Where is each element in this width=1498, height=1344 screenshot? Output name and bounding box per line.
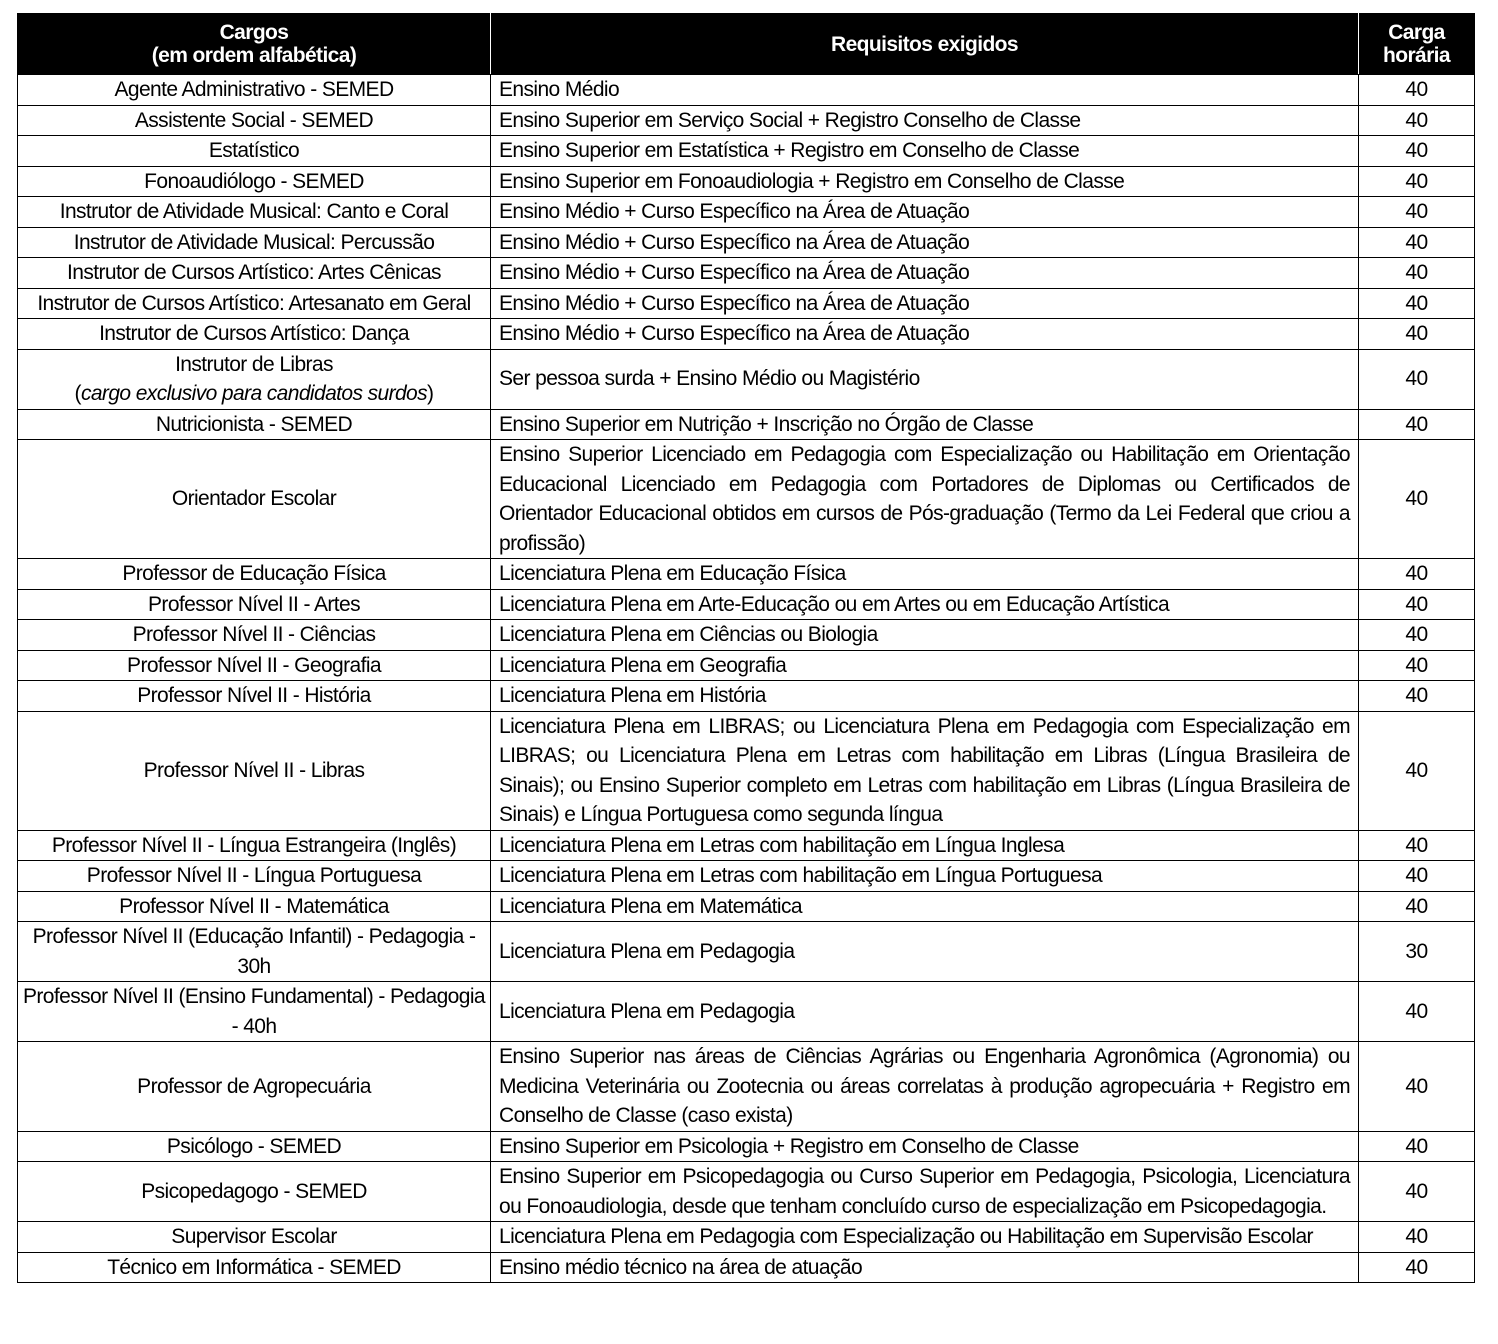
cargo-name: Professor Nível II - Geografia <box>127 653 381 677</box>
cell-carga-horaria: 40 <box>1359 830 1475 861</box>
cell-carga-horaria: 40 <box>1359 349 1475 409</box>
table-row <box>18 922 1475 982</box>
table-row <box>18 830 1475 861</box>
cell-cargo <box>18 830 491 861</box>
cargo-name: Técnico em Informática - SEMED <box>107 1255 401 1279</box>
header-cargos <box>18 14 491 75</box>
cell-requisitos: Ensino Médio + Curso Específico na Área de Atuação <box>491 288 1359 319</box>
cargo-name: Instrutor de Libras <box>175 352 333 376</box>
table-row <box>18 258 1475 289</box>
header-cargos-line1: Cargos <box>219 21 289 44</box>
table-row <box>18 349 1475 409</box>
cell-carga-horaria: 40 <box>1359 589 1475 620</box>
cell-cargo <box>18 409 491 440</box>
cell-carga-horaria: 40 <box>1359 319 1475 350</box>
table-row <box>18 1162 1475 1222</box>
cargo-name: Professor Nível II (Educação Infantil) - Pedagogia - 30h <box>32 925 476 978</box>
cell-cargo <box>18 440 491 559</box>
cell-cargo <box>18 891 491 922</box>
cell-requisitos: Ensino Superior em Fonoaudiologia + Registro em Conselho de Classe <box>491 166 1359 197</box>
cargo-name: Estatístico <box>208 139 300 162</box>
table-row <box>18 105 1475 136</box>
cell-requisitos: Licenciatura Plena em LIBRAS; ou Licenciatura Plena em Pedagogia com Especialização em LIBRAS; ou Licenciatura Plena em Letras com habilitação em Libras (Língua Brasileira de Sinais); ou Ensino Superior completo em Letras com habilitação em Libras (Língua Brasileira de Sinais) e Língua Portuguesa como segunda língua <box>491 711 1359 830</box>
cell-cargo <box>18 166 491 197</box>
cargo-name: Instrutor de Atividade Musical: Canto e Coral <box>59 200 449 223</box>
cargo-name: Supervisor Escolar <box>171 1225 337 1248</box>
document-page <box>17 13 1474 1283</box>
cargo-name: Professor Nível II - História <box>137 684 371 707</box>
cell-cargo <box>18 982 491 1042</box>
cargo-name: Professor Nível II - Língua Estrangeira (Inglês) <box>51 833 457 857</box>
cell-carga-horaria: 40 <box>1359 105 1475 136</box>
cell-requisitos: Licenciatura Plena em Ciências ou Biologia <box>491 620 1359 651</box>
cell-requisitos: Ensino Superior em Nutrição + Inscrição no Órgão de Classe <box>491 409 1359 440</box>
cell-cargo <box>18 1162 491 1222</box>
cell-carga-horaria: 40 <box>1359 1131 1475 1162</box>
cargo-name: Instrutor de Atividade Musical: Percussão <box>73 230 435 254</box>
cell-cargo <box>18 197 491 228</box>
cell-requisitos: Ensino Superior Licenciado em Pedagogia com Especialização ou Habilitação em Orientação Educacional Licenciado em Pedagogia com Portadores de Diplomas ou Certificados de Orientador Educacional obtidos em cursos de Pós-graduação (Termo da Lei Federal que criou a profissão) <box>491 440 1359 559</box>
table-row <box>18 891 1475 922</box>
table-row <box>18 166 1475 197</box>
cell-requisitos: Licenciatura Plena em Letras com habilitação em Língua Inglesa <box>491 830 1359 861</box>
cell-carga-horaria: 40 <box>1359 861 1475 892</box>
cargos-table <box>17 13 1475 1283</box>
table-row <box>18 589 1475 620</box>
table-row <box>18 75 1475 106</box>
cell-cargo <box>18 681 491 712</box>
cell-requisitos: Ensino Médio + Curso Específico na Área de Atuação <box>491 197 1359 228</box>
cell-cargo <box>18 75 491 106</box>
table-row <box>18 650 1475 681</box>
cell-requisitos: Licenciatura Plena em Arte-Educação ou em Artes ou em Educação Artística <box>491 589 1359 620</box>
cell-cargo <box>18 589 491 620</box>
cell-requisitos: Ensino Médio + Curso Específico na Área de Atuação <box>491 319 1359 350</box>
cell-requisitos: Licenciatura Plena em Pedagogia <box>491 922 1359 982</box>
cell-cargo <box>18 922 491 982</box>
cell-requisitos: Ser pessoa surda + Ensino Médio ou Magistério <box>491 349 1359 409</box>
table-row <box>18 319 1475 350</box>
table-row <box>18 440 1475 559</box>
cell-carga-horaria: 40 <box>1359 136 1475 167</box>
cell-carga-horaria: 40 <box>1359 440 1475 559</box>
cell-requisitos: Licenciatura Plena em Geografia <box>491 650 1359 681</box>
header-carga-line1: Carga <box>1388 21 1445 44</box>
cargo-name: Agente Administrativo - SEMED <box>114 78 394 101</box>
cell-requisitos: Ensino Médio <box>491 75 1359 106</box>
cargo-name: Psicopedagogo - SEMED <box>141 1179 367 1203</box>
header-carga-line2: horária <box>1383 44 1450 67</box>
header-requisitos-label: Requisitos exigidos <box>831 32 1018 56</box>
cell-requisitos: Ensino Médio + Curso Específico na Área de Atuação <box>491 258 1359 289</box>
cell-requisitos: Licenciatura Plena em Pedagogia <box>491 982 1359 1042</box>
cell-cargo <box>18 105 491 136</box>
cargo-name: Nutricionista - SEMED <box>155 412 353 436</box>
table-row <box>18 861 1475 892</box>
cell-cargo <box>18 711 491 830</box>
cell-requisitos: Ensino Médio + Curso Específico na Área de Atuação <box>491 227 1359 258</box>
cell-carga-horaria: 40 <box>1359 711 1475 830</box>
cargo-name: Instrutor de Cursos Artístico: Dança <box>99 322 409 345</box>
cell-requisitos: Ensino Superior nas áreas de Ciências Agrárias ou Engenharia Agronômica (Agronomia) ou Medicina Veterinária ou Zootecnia ou áreas correlatas à produção agropecuária + Registro em Conselho de Classe (caso exista) <box>491 1042 1359 1132</box>
cargo-name: Professor de Educação Física <box>122 562 386 585</box>
table-row <box>18 559 1475 590</box>
table-row <box>18 620 1475 651</box>
table-row <box>18 136 1475 167</box>
header-requisitos <box>491 14 1359 75</box>
cell-carga-horaria: 40 <box>1359 75 1475 106</box>
cell-cargo <box>18 559 491 590</box>
table-row <box>18 227 1475 258</box>
cell-carga-horaria: 40 <box>1359 1252 1475 1283</box>
cell-cargo <box>18 620 491 651</box>
header-cargos-line2: (em ordem alfabética) <box>151 44 357 67</box>
cell-cargo <box>18 1042 491 1132</box>
table-row <box>18 409 1475 440</box>
cargo-name: Professor Nível II - Artes <box>148 592 360 616</box>
cargo-name: Fonoaudiólogo - SEMED <box>144 169 364 193</box>
cell-carga-horaria: 40 <box>1359 288 1475 319</box>
cell-cargo <box>18 136 491 167</box>
cell-requisitos: Ensino Superior em Psicologia + Registro em Conselho de Classe <box>491 1131 1359 1162</box>
cargo-name: Professor Nível II - Libras <box>143 758 365 782</box>
cargo-name: Instrutor de Cursos Artístico: Artes Cênicas <box>67 261 441 284</box>
cell-cargo <box>18 861 491 892</box>
cell-carga-horaria: 40 <box>1359 227 1475 258</box>
cargo-name: Professor Nível II - Matemática <box>119 894 389 918</box>
cargo-note: cargo exclusivo para candidatos surdos <box>80 382 428 405</box>
cell-cargo <box>18 1131 491 1162</box>
cell-requisitos: Licenciatura Plena em História <box>491 681 1359 712</box>
cell-cargo <box>18 1222 491 1253</box>
cargo-name: Orientador Escolar <box>171 487 337 511</box>
header-carga <box>1359 14 1475 75</box>
table-header-row <box>18 14 1475 75</box>
cell-requisitos: Ensino Superior em Estatística + Registro em Conselho de Classe <box>491 136 1359 167</box>
table-row <box>18 1042 1475 1132</box>
cargo-name: Professor Nível II - Ciências <box>132 623 376 646</box>
cell-carga-horaria: 40 <box>1359 1222 1475 1253</box>
cell-cargo: Instrutor de Libras (cargo exclusivo para candidatos surdos) <box>18 349 491 409</box>
cell-cargo <box>18 227 491 258</box>
cell-carga-horaria: 40 <box>1359 681 1475 712</box>
table-row <box>18 711 1475 830</box>
cell-requisitos: Licenciatura Plena em Matemática <box>491 891 1359 922</box>
cargo-name: Instrutor de Cursos Artístico: Artesanato em Geral <box>37 291 471 315</box>
cell-requisitos: Licenciatura Plena em Letras com habilitação em Língua Portuguesa <box>491 861 1359 892</box>
cell-requisitos: Ensino médio técnico na área de atuação <box>491 1252 1359 1283</box>
cell-requisitos: Licenciatura Plena em Educação Física <box>491 559 1359 590</box>
cell-carga-horaria: 40 <box>1359 620 1475 651</box>
cell-carga-horaria: 40 <box>1359 409 1475 440</box>
cell-carga-horaria: 40 <box>1359 1162 1475 1222</box>
table-row <box>18 982 1475 1042</box>
cell-requisitos: Ensino Superior em Serviço Social + Registro Conselho de Classe <box>491 105 1359 136</box>
table-row <box>18 681 1475 712</box>
table-row <box>18 197 1475 228</box>
cell-cargo <box>18 650 491 681</box>
cell-cargo <box>18 288 491 319</box>
cell-carga-horaria: 40 <box>1359 1042 1475 1132</box>
table-row <box>18 1222 1475 1253</box>
cell-carga-horaria: 40 <box>1359 559 1475 590</box>
table-body <box>18 75 1475 1283</box>
cell-carga-horaria: 40 <box>1359 650 1475 681</box>
cell-cargo <box>18 1252 491 1283</box>
table-row <box>18 288 1475 319</box>
cargo-name: Professor Nível II - Língua Portuguesa <box>86 864 422 887</box>
cell-requisitos: Ensino Superior em Psicopedagogia ou Curso Superior em Pedagogia, Psicologia, Licenciatura ou Fonoaudiologia, desde que tenham concluído curso de especialização em Psicopedagogia. <box>491 1162 1359 1222</box>
cell-carga-horaria: 40 <box>1359 982 1475 1042</box>
cargo-name: Professor Nível II (Ensino Fundamental) - Pedagogia - 40h <box>23 985 485 1038</box>
cell-cargo <box>18 258 491 289</box>
cell-carga-horaria: 40 <box>1359 197 1475 228</box>
cell-carga-horaria: 40 <box>1359 258 1475 289</box>
cell-carga-horaria: 30 <box>1359 922 1475 982</box>
cell-carga-horaria: 40 <box>1359 166 1475 197</box>
table-row <box>18 1252 1475 1283</box>
table-row <box>18 1131 1475 1162</box>
cargo-name: Professor de Agropecuária <box>137 1074 371 1098</box>
cell-requisitos: Licenciatura Plena em Pedagogia com Especialização ou Habilitação em Supervisão Escolar <box>491 1222 1359 1253</box>
cell-cargo <box>18 319 491 350</box>
cell-carga-horaria: 40 <box>1359 891 1475 922</box>
cargo-name: Assistente Social - SEMED <box>134 108 374 132</box>
cargo-name: Psicólogo - SEMED <box>166 1134 342 1158</box>
